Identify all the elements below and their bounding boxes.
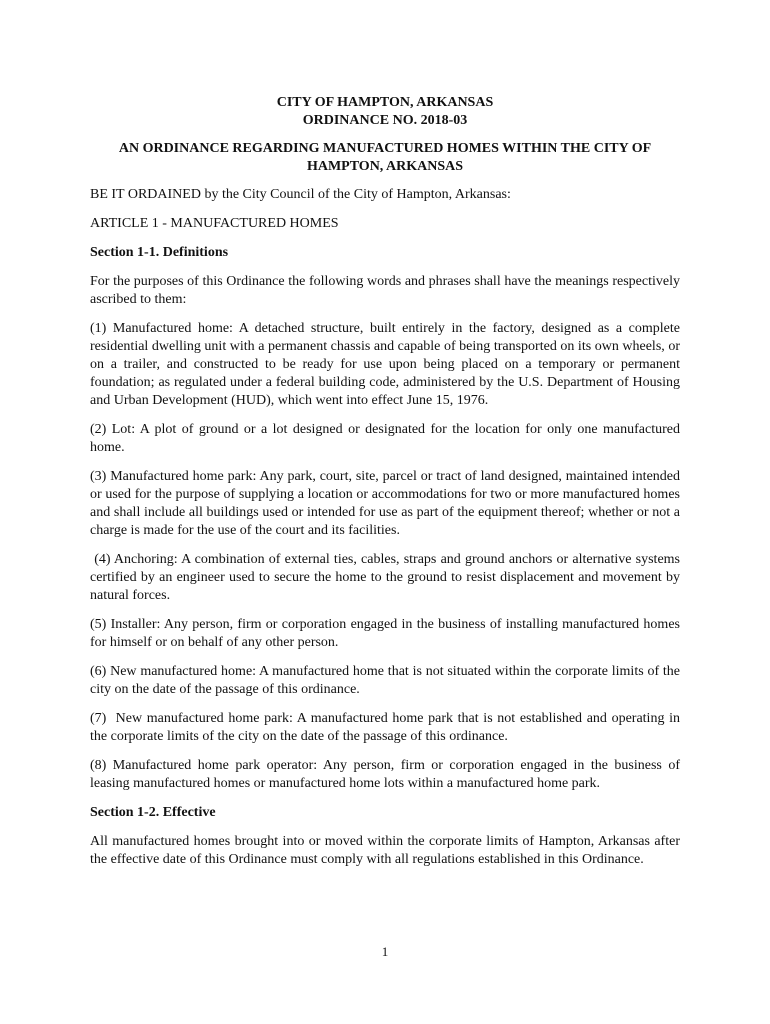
- document-header: [90, 94, 680, 130]
- article-heading: ARTICLE 1 - MANUFACTURED HOMES: [90, 216, 339, 231]
- definition-manufactured-home-park: (3) Manufactured home park: Any park, court, site, parcel or tract of land designed, maintained intended or used for the purpose of supplying a location or accommodations for two or more manufactured homes and shall include all buildings used or intended for use as part of the equipment thereof; whether or not a charge is made for the use of the court and its facilities.: [90, 469, 680, 538]
- ordinance-title: [90, 140, 680, 176]
- definition-manufactured-home: (1) Manufactured home: A detached structure, built entirely in the factory, designed as a complete residential dwelling unit with a permanent chassis and capable of being transported on its own wheels, or on a trailer, and constructed to be ready for use upon being placed on a temporary or permanent foundation; as regulated under a federal building code, administered by the U.S. Department of Housing and Urban Development (HUD), which went into effect June 15, 1976.: [90, 321, 680, 408]
- definition-new-manufactured-home: (6) New manufactured home: A manufactured home that is not situated within the corporate limits of the city on the date of the passage of this ordinance.: [90, 664, 680, 697]
- preamble: BE IT ORDAINED by the City Council of the City of Hampton, Arkansas:: [90, 187, 511, 202]
- definitions-intro: For the purposes of this Ordinance the following words and phrases shall have the meanings respectively ascribed to them:: [90, 274, 680, 307]
- definition-lot: (2) Lot: A plot of ground or a lot designed or designated for the location for only one manufactured home.: [90, 422, 680, 455]
- city-name: CITY OF HAMPTON, ARKANSAS: [276, 95, 494, 110]
- section-1-1-heading: Section 1-1. Definitions: [90, 245, 229, 260]
- ordinance-number: ORDINANCE NO. 2018-03: [302, 113, 468, 128]
- definition-park-operator: (8) Manufactured home park operator: Any person, firm or corporation engaged in the business of leasing manufactured homes or manufactured home lots within a manufactured home park.: [90, 758, 680, 791]
- definition-anchoring: (4) Anchoring: A combination of external ties, cables, straps and ground anchors or alternative systems certified by an engineer used to secure the home to the ground to resist displacement and movement by natural forces.: [90, 552, 684, 603]
- section-1-2-heading: Section 1-2. Effective: [90, 805, 216, 820]
- section-1-2-body: All manufactured homes brought into or moved within the corporate limits of Hampton, Arkansas after the effective date of this Ordinance must comply with all regulations established in this Ordinance.: [90, 834, 680, 867]
- document-page: [90, 94, 684, 880]
- page-number: 1: [381, 944, 389, 959]
- ordinance-title-line2: HAMPTON, ARKANSAS: [306, 159, 464, 174]
- ordinance-title-line1: AN ORDINANCE REGARDING MANUFACTURED HOMES WITHIN THE CITY OF: [118, 141, 652, 156]
- definition-installer: (5) Installer: Any person, firm or corporation engaged in the business of installing manufactured homes for himself or on behalf of any other person.: [90, 617, 680, 650]
- definition-new-manufactured-home-park: (7) New manufactured home park: A manufactured home park that is not established and operating in the corporate limits of the city on the date of the passage of this ordinance.: [90, 711, 684, 744]
